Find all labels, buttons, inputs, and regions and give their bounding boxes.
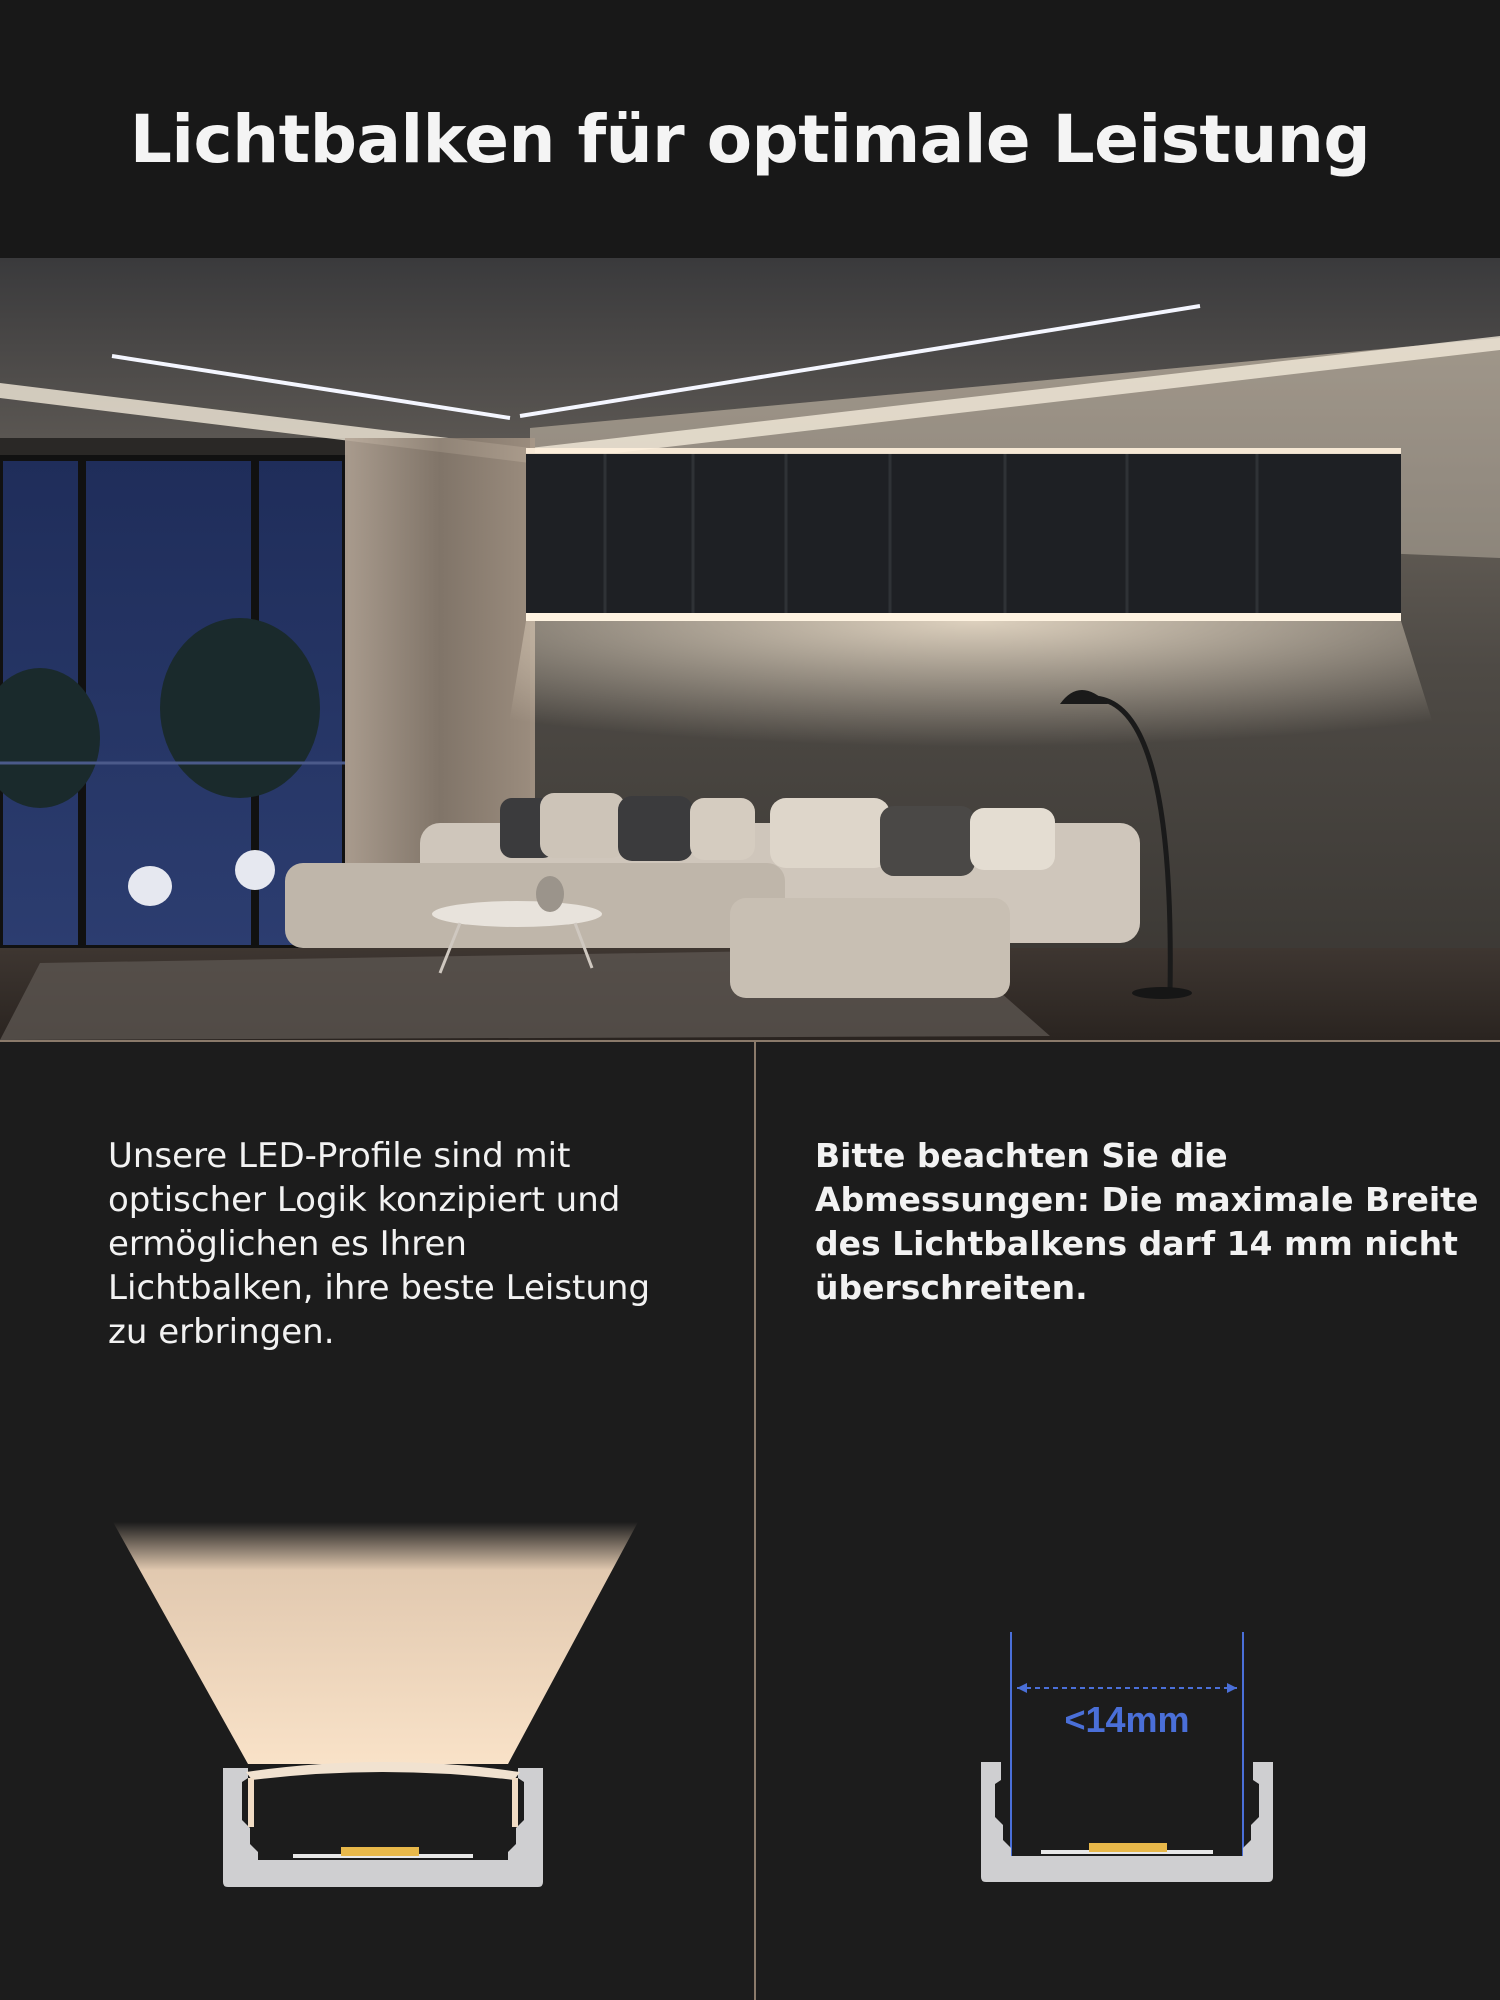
dimension-panel	[756, 1042, 1500, 2000]
living-room-photo	[0, 258, 1500, 1040]
dimension-description: Bitte beachten Sie die Abmessungen: Die maximale Breite des Lichtbalkens darf 14 mm nicht überschreiten.	[815, 1136, 1479, 1307]
optics-panel	[0, 1042, 754, 2000]
led-profile-beam-diagram-icon	[108, 1482, 648, 1902]
led-profile-width-diagram-icon	[961, 1622, 1291, 1902]
page-title: Lichtbalken für optimale Leistung	[129, 100, 1371, 178]
header	[0, 0, 1500, 258]
living-room-led-scene-icon	[0, 258, 1500, 1040]
optics-description: Unsere LED-Profile sind mit optischer Logik konzipiert und ermöglichen es Ihren Lichtbalken, ihre beste Leistung zu erbringen.	[108, 1136, 651, 1352]
dimension-label: <14mm	[1064, 1699, 1190, 1740]
